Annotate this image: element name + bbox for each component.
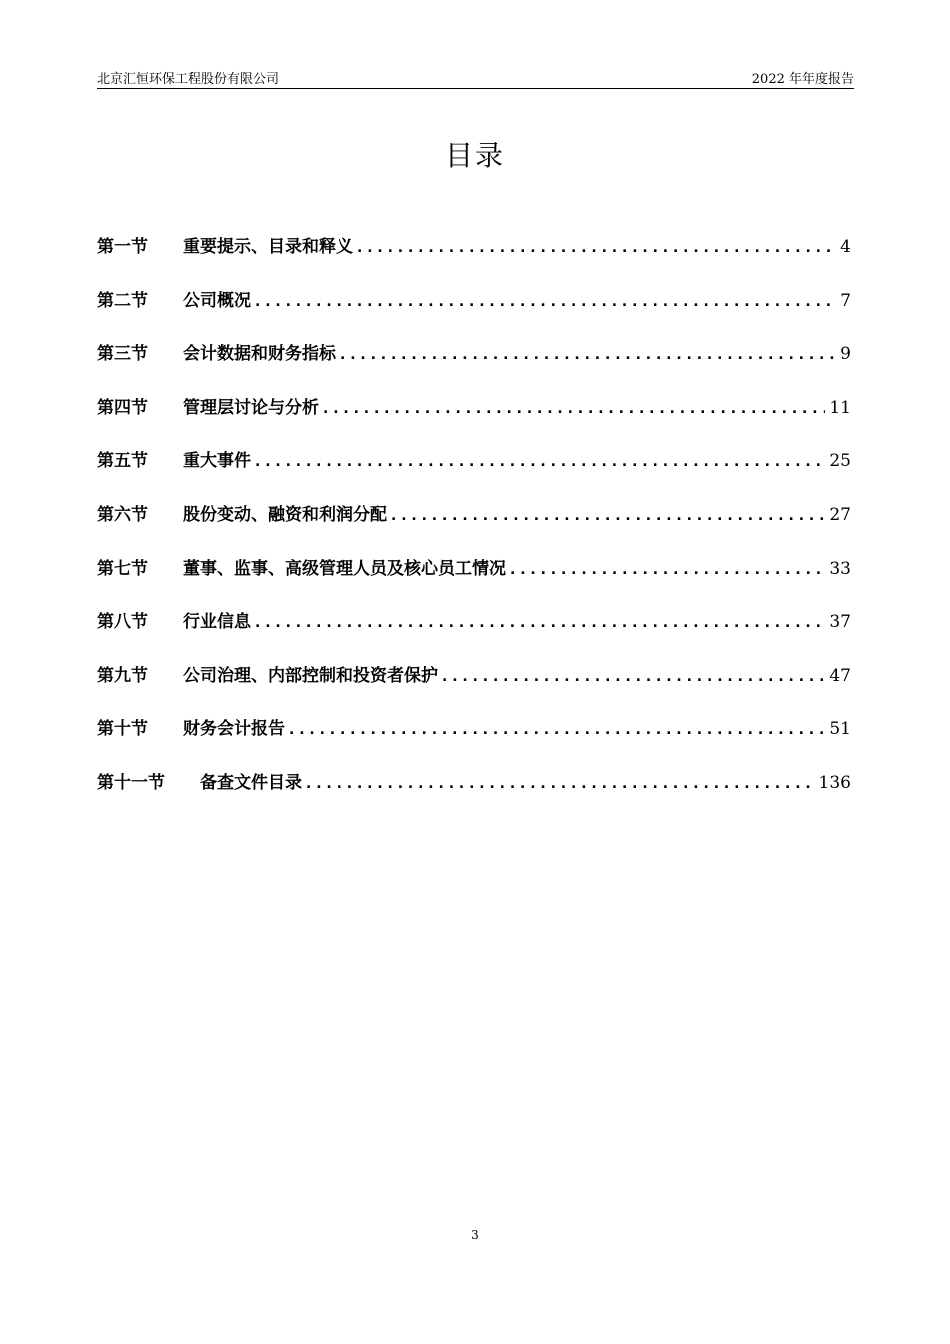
toc-entry-5[interactable] [97,446,851,474]
report-name: 2022 年年度报告 [751,72,854,87]
toc-entry-11[interactable] [97,768,851,796]
toc-page-number: 9 [840,344,851,365]
company-name: 北京汇恒环保工程股份有限公司 [97,72,280,87]
toc-page-number: 27 [829,504,851,525]
toc-entry-4[interactable] [97,393,851,421]
toc-label: 董事、监事、高级管理人员及核心员工情况 [183,558,506,579]
toc-entry-1[interactable] [97,232,851,260]
toc-page-number: 11 [829,397,851,418]
toc-entry-9[interactable] [97,661,851,689]
toc-entry-6[interactable] [97,500,851,528]
toc-leader [255,451,825,471]
toc-entry-10[interactable] [97,714,851,742]
page-title: 目录 [444,139,505,172]
toc-section: 第六节 [97,504,148,525]
toc-page-number: 33 [829,558,851,579]
toc-label: 备查文件目录 [200,772,302,793]
toc-entry-2[interactable] [97,286,851,314]
toc-label: 管理层讨论与分析 [183,397,319,418]
toc-label: 会计数据和财务指标 [183,344,336,365]
toc-leader [289,719,825,739]
toc-section: 第二节 [97,290,148,311]
toc-leader [306,773,815,793]
toc-leader [357,237,836,257]
toc-section: 第四节 [97,397,148,418]
toc-section: 第十节 [97,719,148,740]
toc-page-number: 37 [829,612,851,633]
toc-page-number: 4 [840,237,851,257]
page-footer [0,1228,950,1242]
toc-label: 股份变动、融资和利润分配 [183,504,387,525]
toc-entry-3[interactable] [97,339,851,367]
toc-leader [255,291,836,311]
toc-section: 第十一节 [97,772,165,793]
toc-label: 公司概况 [183,290,251,311]
toc-label: 重要提示、目录和释义 [183,237,353,257]
toc-section: 第八节 [97,612,148,633]
toc-page-number: 51 [829,719,851,740]
toc-leader [255,612,825,632]
toc-section: 第五节 [97,451,148,472]
toc-leader [442,666,825,686]
toc-leader [323,398,825,418]
toc-label: 重大事件 [183,451,251,472]
toc-section: 第七节 [97,558,148,579]
toc-entry-7[interactable] [97,554,851,582]
page-header [97,64,854,89]
toc-leader [340,344,836,364]
toc-label: 行业信息 [183,612,251,633]
table-of-contents [97,232,851,822]
toc-section: 第九节 [97,665,148,686]
toc-label: 财务会计报告 [183,719,285,740]
toc-page-number: 47 [829,665,851,686]
toc-page-number: 136 [818,772,851,793]
toc-leader [510,559,825,579]
toc-section: 第一节 [97,237,148,257]
toc-section: 第三节 [97,344,148,365]
toc-page-number: 7 [840,290,851,311]
footer-page-number: 3 [471,1228,479,1242]
toc-entry-8[interactable] [97,607,851,635]
toc-label: 公司治理、内部控制和投资者保护 [183,665,438,686]
toc-leader [391,505,825,525]
toc-page-number: 25 [829,451,851,472]
